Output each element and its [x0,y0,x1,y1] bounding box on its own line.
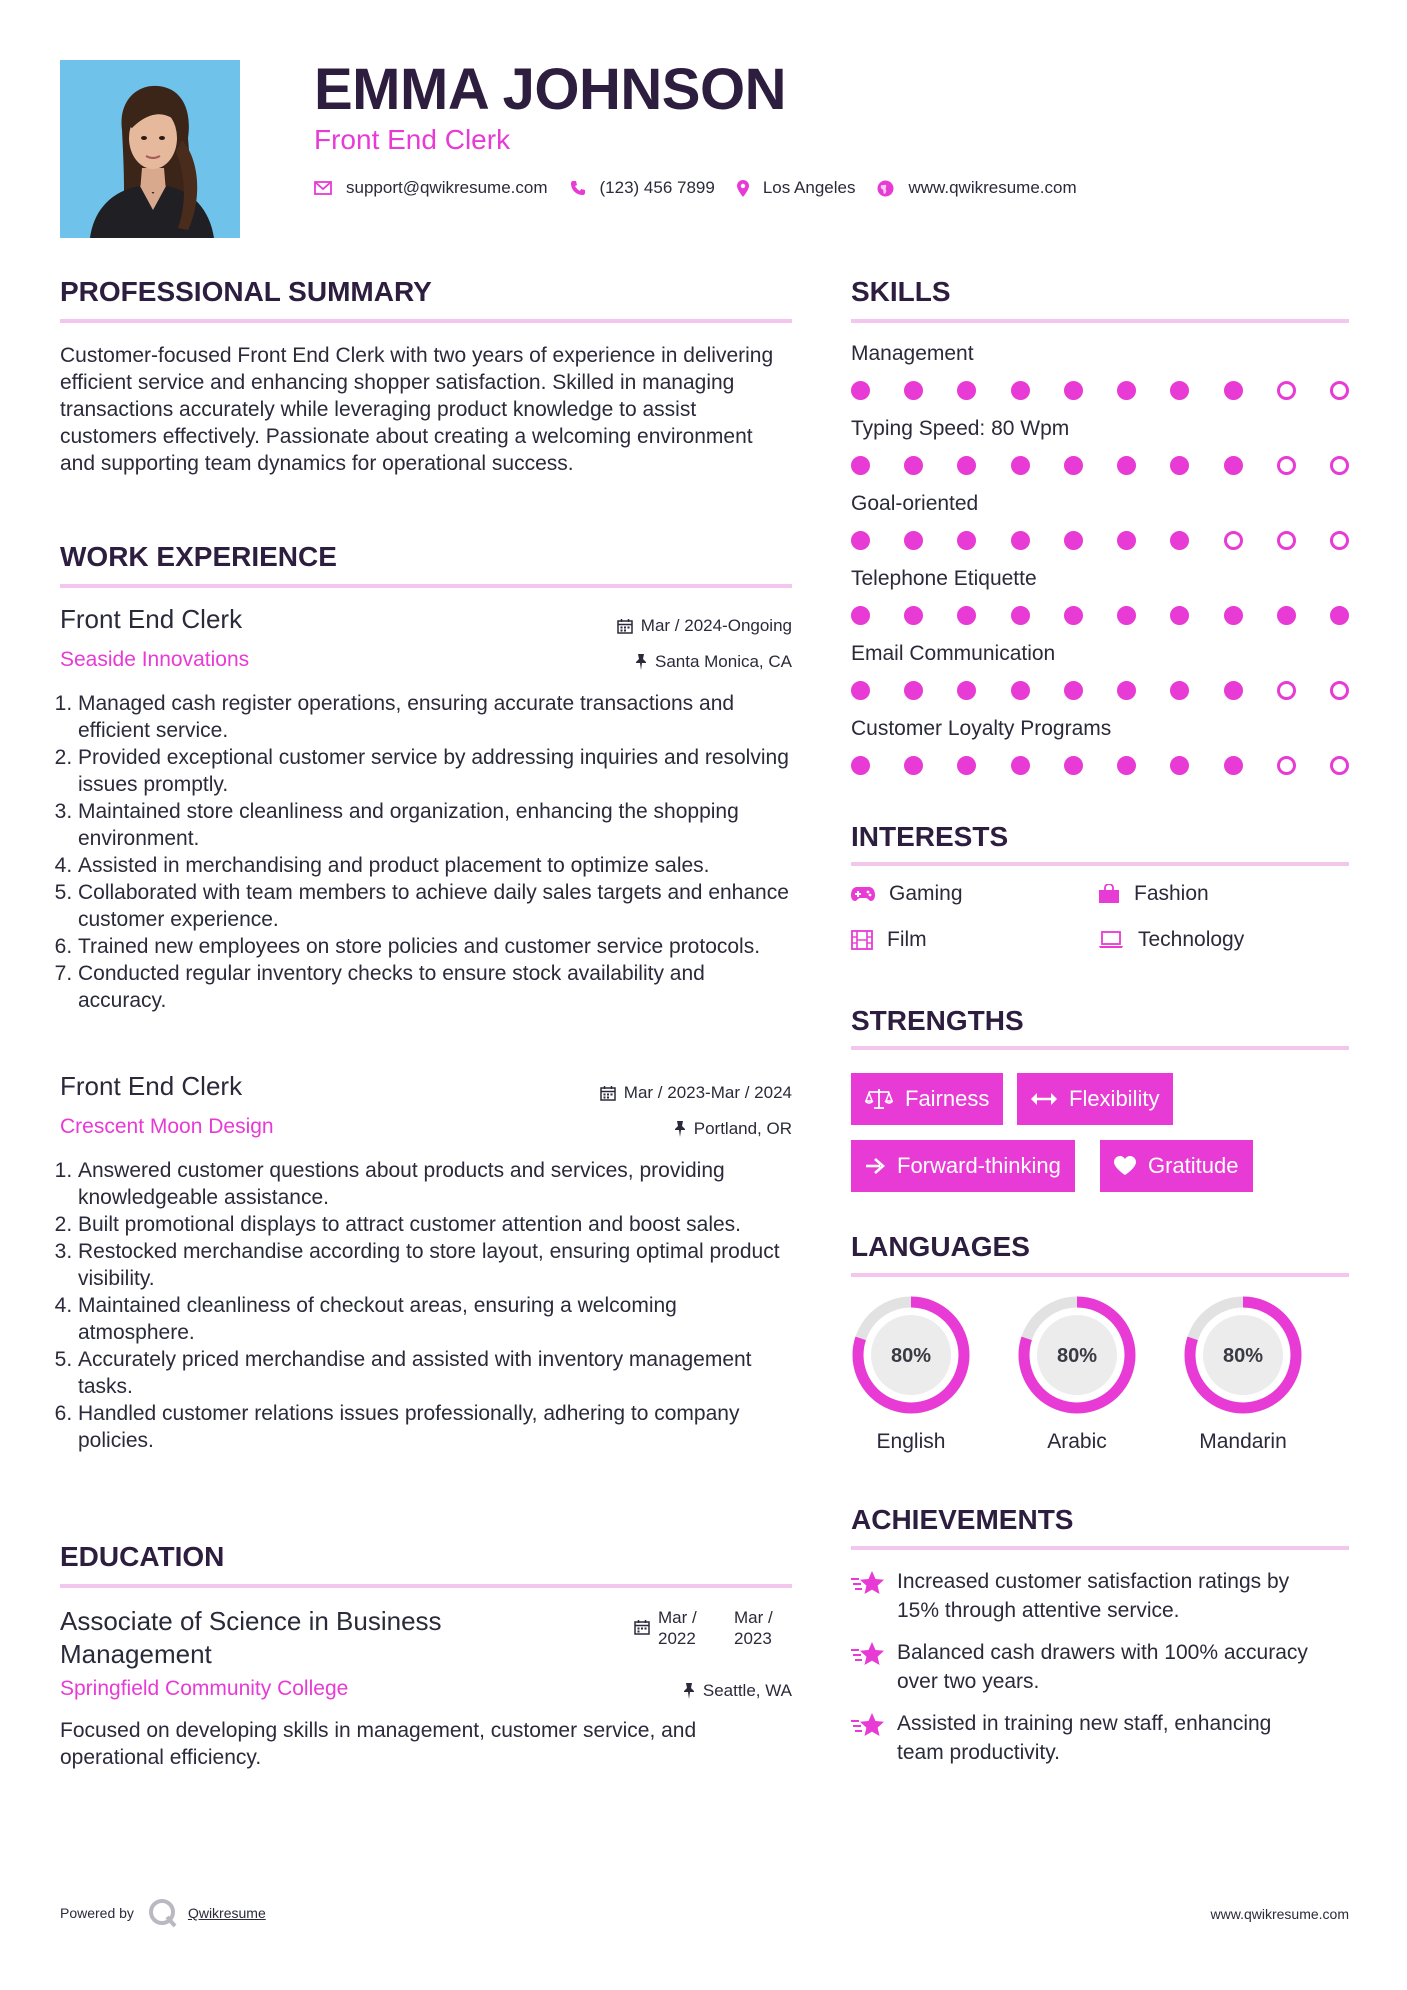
skill-dot-filled [1224,756,1243,775]
interest-item [1098,882,1209,906]
job-location [674,1119,792,1139]
skill-dot-filled [957,681,976,700]
shopping-bag-icon [1098,884,1120,904]
skill-dot-filled [1064,681,1083,700]
education-start [658,1607,726,1649]
language-name: Mandarin [1199,1430,1287,1453]
skill-dot-filled [1117,531,1136,550]
duty-item: 3. Maintained store cleanliness and organization, enhancing the shopping environment. [78,798,792,852]
skill-name: Customer Loyalty Programs [851,717,1112,740]
heart-icon [1114,1156,1136,1176]
school-name: Springfield Community College [60,1677,349,1700]
education-location-text: Seattle, WA [702,1681,792,1700]
skill-dot-filled [1064,381,1083,400]
skill-dot-filled [957,381,976,400]
language-ring [1024,1302,1130,1408]
interest-label: Film [887,928,927,951]
achievement-line: 15% through attentive service. [897,1599,1180,1622]
skill-dot-filled [1170,681,1189,700]
contact-email-text: support@qwikresume.com [346,178,548,197]
skill-dot-filled [904,381,923,400]
skill-dot-empty [1277,756,1296,775]
job-entry-2 [60,1071,792,1491]
candidate-job-title: Front End Clerk [314,124,511,155]
skill-dot-filled [1011,681,1030,700]
interest-item [851,882,963,906]
duty-item: 3. Restocked merchandise according to store layout, ensuring optimal product visibility. [78,1238,792,1292]
skills-divider [851,319,1349,323]
job-dates-text: Mar / 2024-Ongoing [640,616,792,635]
contact-website[interactable] [877,178,1076,198]
skills-heading: SKILLS [851,276,951,307]
skill-dot-filled [1224,456,1243,475]
strength-label: Fairness [905,1086,990,1111]
job-location-text: Portland, OR [693,1119,792,1138]
skill-dot-filled [1117,606,1136,625]
skill-name: Management [851,342,974,365]
skill-dot-empty [1224,531,1243,550]
arrows-horizontal-icon [1031,1092,1057,1106]
skill-dot-filled [957,456,976,475]
achievement-line: Balanced cash drawers with 100% accuracy [897,1641,1308,1664]
contact-phone[interactable] [570,178,715,198]
footer-website[interactable]: www.qwikresume.com [1210,1906,1349,1922]
education-end [726,1607,792,1649]
skill-dot-filled [851,381,870,400]
skill-dot-filled [1011,381,1030,400]
strength-label: Forward-thinking [897,1153,1061,1178]
skill-dot-filled [1117,456,1136,475]
footer-powered-by [60,1898,266,1928]
skill-rating [851,531,1349,551]
achievement-item [851,1567,1349,1625]
education-start-month: Mar / [658,1608,697,1627]
skill-rating [851,756,1349,776]
job-title: Front End Clerk [60,604,243,634]
skill-dot-filled [904,756,923,775]
skill-dot-empty [1330,381,1349,400]
education-start-year: 2022 [658,1629,696,1648]
interests-divider [851,862,1349,866]
scale-icon [865,1088,893,1110]
contact-phone-text: (123) 456 7899 [599,178,715,197]
language-name: English [876,1430,946,1453]
skill-dot-empty [1330,456,1349,475]
job-location-text: Santa Monica, CA [654,652,792,671]
skill-dot-filled [851,456,870,475]
interest-item [851,928,927,952]
powered-by-label: Powered by [60,1905,134,1921]
qwikresume-link[interactable]: Qwikresume [187,1905,266,1921]
star-award-icon [851,1569,885,1597]
education-dates [634,1607,792,1649]
profile-photo [60,60,240,238]
calendar-icon [617,618,633,634]
education-end-month: Mar / [734,1608,773,1627]
skill-dot-filled [1064,531,1083,550]
skill-dot-filled [1117,381,1136,400]
pushpin-icon [683,1683,695,1699]
skill-dot-empty [1330,756,1349,775]
skill-dot-filled [1064,756,1083,775]
skill-dot-empty [1277,681,1296,700]
skill-dot-filled [1117,681,1136,700]
skill-rating [851,456,1349,476]
interest-label: Technology [1138,928,1245,951]
skill-dot-filled [1117,756,1136,775]
strength-badge [851,1140,1075,1192]
interest-item [1098,928,1244,952]
duty-item: 6. Handled customer relations issues professionally, adhering to company policies. [78,1400,792,1454]
star-award-icon [851,1711,885,1739]
skill-dot-filled [851,681,870,700]
job-duties-list [60,690,792,1014]
gamepad-icon [851,886,875,902]
achievements-heading: ACHIEVEMENTS [851,1504,1074,1535]
skill-dot-filled [851,756,870,775]
skill-dot-filled [1011,756,1030,775]
skill-dot-filled [904,531,923,550]
skill-rating [851,681,1349,701]
contact-website-text: www.qwikresume.com [908,178,1077,197]
skill-dot-filled [1011,606,1030,625]
achievement-text [897,1567,1289,1625]
map-pin-icon [737,180,749,197]
skill-dot-filled [1170,381,1189,400]
skill-dot-filled [1330,606,1349,625]
job-dates [617,616,792,636]
job-company: Seaside Innovations [60,648,250,671]
skill-dot-filled [904,456,923,475]
skill-dot-filled [851,606,870,625]
qwikresume-logo-icon [148,1898,178,1928]
skill-dot-empty [1277,456,1296,475]
education-end-year: 2023 [734,1629,772,1648]
skill-dot-filled [1011,531,1030,550]
job-title: Front End Clerk [60,1071,243,1101]
language-name: Arabic [1047,1430,1107,1453]
strength-badge [1100,1140,1253,1192]
education-entry [60,1605,792,1785]
strength-badge [1017,1073,1173,1125]
skill-name: Email Communication [851,642,1056,665]
job-location [635,652,792,672]
achievement-line: Assisted in training new staff, enhancing [897,1712,1272,1735]
strength-label: Flexibility [1069,1086,1160,1111]
skill-dot-filled [1170,531,1189,550]
skill-dot-empty [1330,531,1349,550]
achievements-divider [851,1546,1349,1550]
language-percent-label: 80% [1222,1345,1264,1367]
duty-item: 2. Built promotional displays to attract customer attention and boost sales. [78,1211,792,1238]
film-icon [851,930,873,950]
duty-item: 7. Conducted regular inventory checks to ensure stock availability and accuracy. [78,960,792,1014]
skill-dot-filled [1277,606,1296,625]
achievement-item [851,1638,1349,1696]
contact-location-text: Los Angeles [762,178,856,197]
globe-icon [877,180,894,197]
languages-divider [851,1273,1349,1277]
achievement-text [897,1709,1271,1767]
skill-dot-filled [957,756,976,775]
duty-item: 6. Trained new employees on store policies and customer service protocols. [78,933,792,960]
job-company: Crescent Moon Design [60,1115,274,1138]
candidate-name: EMMA JOHNSON [314,57,786,122]
strength-label: Gratitude [1148,1153,1239,1178]
achievement-line: Increased customer satisfaction ratings by [897,1570,1290,1593]
contact-bar [314,178,1099,198]
phone-icon [570,180,586,196]
language-rings [851,1293,1349,1425]
language-ring [1190,1302,1296,1408]
skill-rating [851,606,1349,626]
job-dates-text: Mar / 2023-Mar / 2024 [623,1083,792,1102]
duty-item: 4. Assisted in merchandising and product placement to optimize sales. [78,852,792,879]
contact-email[interactable] [314,178,548,198]
experience-divider [60,584,792,588]
languages-heading: LANGUAGES [851,1231,1030,1262]
skill-dot-filled [1064,606,1083,625]
job-duties-list [60,1157,792,1454]
arrow-right-icon [865,1157,885,1175]
calendar-icon [600,1085,616,1101]
degree-title-line-2: Management [60,1639,212,1669]
skill-dot-empty [1277,381,1296,400]
summary-text: Customer-focused Front End Clerk with two years of experience in delivering efficient service and enhancing shopper satisfaction. Skilled in managing transactions accurately while leveraging product knowledge to assist customers effectively. Passionate about creating a welcoming environment and supporting team dynamics for operational success. [60,344,774,475]
experience-heading: WORK EXPERIENCE [60,541,337,572]
duty-item: 1. Answered customer questions about products and services, providing knowledgeable assistance. [78,1157,792,1211]
duty-item: 4. Maintained cleanliness of checkout areas, ensuring a welcoming atmosphere. [78,1292,792,1346]
interest-label: Gaming [889,882,963,905]
skill-name: Goal-oriented [851,492,979,515]
interest-label: Fashion [1134,882,1209,905]
skill-dot-filled [1064,456,1083,475]
achievement-line: over two years. [897,1670,1040,1693]
skill-dot-filled [904,681,923,700]
duty-item: 5. Collaborated with team members to achieve daily sales targets and enhance customer experience. [78,879,792,933]
pushpin-icon [635,654,647,670]
strengths-heading: STRENGTHS [851,1005,1024,1036]
skill-dot-empty [1330,681,1349,700]
skill-dot-filled [957,606,976,625]
strength-badge [851,1073,1003,1125]
contact-location [737,178,856,198]
skill-dot-filled [1170,756,1189,775]
language-ring [858,1302,964,1408]
skill-dot-filled [1170,606,1189,625]
skill-dot-filled [1224,381,1243,400]
skill-dot-filled [957,531,976,550]
language-percent-label: 80% [1056,1345,1098,1367]
summary-heading: PROFESSIONAL SUMMARY [60,276,432,307]
language-percent-label: 80% [890,1345,932,1367]
skill-dot-empty [1277,531,1296,550]
duty-item: 5. Accurately priced merchandise and assisted with inventory management tasks. [78,1346,792,1400]
achievement-item [851,1709,1349,1767]
skill-dot-filled [1170,456,1189,475]
skill-name: Telephone Etiquette [851,567,1037,590]
job-entry-1 [60,604,792,1044]
skill-dot-filled [1011,456,1030,475]
education-description: Focused on developing skills in management, customer service, and operational efficiency. [60,1719,697,1769]
achievement-line: team productivity. [897,1741,1061,1764]
pushpin-icon [674,1121,686,1137]
job-dates [600,1083,792,1103]
star-award-icon [851,1640,885,1668]
skill-name: Typing Speed: 80 Wpm [851,417,1070,440]
skill-rating [851,381,1349,401]
degree-title [60,1605,540,1671]
achievement-text [897,1638,1308,1696]
summary-divider [60,319,792,323]
skill-dot-filled [851,531,870,550]
education-heading: EDUCATION [60,1541,225,1572]
degree-title-line-1: Associate of Science in Business [60,1606,442,1636]
laptop-icon [1098,931,1124,949]
envelope-icon [314,181,332,195]
interests-heading: INTERESTS [851,821,1009,852]
skill-dot-filled [1224,606,1243,625]
calendar-icon [634,1619,650,1635]
education-location [683,1681,792,1701]
skill-dot-filled [1224,681,1243,700]
duty-item: 1. Managed cash register operations, ensuring accurate transactions and efficient service. [78,690,792,744]
education-divider [60,1584,792,1588]
skill-dot-filled [904,606,923,625]
strengths-divider [851,1046,1349,1050]
duty-item: 2. Provided exceptional customer service by addressing inquiries and resolving issues promptly. [78,744,792,798]
